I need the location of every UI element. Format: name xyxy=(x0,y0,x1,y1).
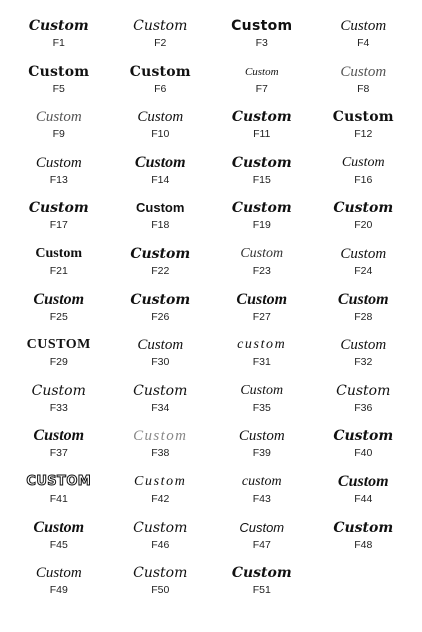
font-sample-f25 xyxy=(8,288,110,334)
font-sample-text: custom xyxy=(241,473,282,489)
font-sample-f19 xyxy=(211,196,313,242)
font-sample-text: Custom xyxy=(337,290,389,308)
font-code-label: F11 xyxy=(253,128,271,141)
font-sample-text: Custom xyxy=(340,63,387,80)
font-sample-f27 xyxy=(211,288,313,334)
font-sample-f32 xyxy=(313,333,415,379)
font-code-label: F38 xyxy=(151,447,170,460)
font-sample-f26 xyxy=(110,288,212,334)
font-sample-f29 xyxy=(8,333,110,379)
font-code-label: F42 xyxy=(151,492,170,505)
font-sample-text: CUSTOM xyxy=(26,473,92,489)
font-sample-text: Custom xyxy=(340,245,387,262)
font-sample-text: Custom xyxy=(137,337,184,354)
font-code-label: F39 xyxy=(252,447,271,460)
font-code-label: F51 xyxy=(252,584,271,597)
font-sample-f20 xyxy=(313,196,415,242)
font-code-label: F26 xyxy=(151,310,170,323)
font-code-label: F12 xyxy=(354,128,373,141)
font-sample-f31 xyxy=(211,333,313,379)
font-sample-text: Custom xyxy=(35,245,83,261)
font-sample-f13 xyxy=(8,151,110,197)
font-code-label: F19 xyxy=(252,219,271,232)
font-sample-f50 xyxy=(110,561,212,607)
font-sample-text: Custom xyxy=(33,518,85,536)
font-sample-f16 xyxy=(313,151,415,197)
font-sample-text: custom xyxy=(237,337,287,353)
font-sample-f42 xyxy=(110,470,212,516)
font-sample-f44 xyxy=(313,470,415,516)
font-sample-f49 xyxy=(8,561,110,607)
font-code-label: F7 xyxy=(255,82,268,95)
font-sample-text: Custom xyxy=(130,245,191,262)
font-sample-text: Custom xyxy=(133,428,188,445)
font-code-label: F22 xyxy=(151,264,170,277)
font-sample-f38 xyxy=(110,424,212,470)
font-sample-text: Custom xyxy=(333,519,394,536)
font-code-label: F50 xyxy=(151,584,170,597)
font-sample-text: Custom xyxy=(231,200,292,217)
font-code-label: F3 xyxy=(255,37,268,49)
font-code-label: F24 xyxy=(354,264,373,277)
font-code-label: F40 xyxy=(354,447,373,460)
font-code-label: F34 xyxy=(151,401,170,414)
font-sample-f35 xyxy=(211,379,313,425)
font-sample-text: Custom xyxy=(244,65,279,78)
font-code-label: F23 xyxy=(252,264,271,277)
font-sample-f14 xyxy=(110,151,212,197)
font-sample-text: Custom xyxy=(35,565,82,582)
font-code-label: F48 xyxy=(354,538,373,551)
font-sample-text: Custom xyxy=(129,63,191,80)
font-sample-text: Custom xyxy=(133,565,188,582)
font-sample-grid xyxy=(8,14,414,607)
font-code-label: F15 xyxy=(252,173,271,186)
font-sample-text: Custom xyxy=(134,473,187,489)
font-sample-text: CUSTOM xyxy=(26,337,91,353)
font-sample-text: Custom xyxy=(336,382,391,399)
font-code-label: F35 xyxy=(252,401,271,414)
font-sample-text: Custom xyxy=(239,519,285,535)
font-code-label: F25 xyxy=(49,310,68,323)
font-code-label: F46 xyxy=(151,538,170,551)
font-code-label: F44 xyxy=(354,492,373,505)
font-sample-f37 xyxy=(8,424,110,470)
font-sample-f23 xyxy=(211,242,313,288)
font-code-label: F2 xyxy=(154,37,167,49)
font-sample-text: Custom xyxy=(33,427,85,445)
font-sample-f34 xyxy=(110,379,212,425)
font-sample-text: Custom xyxy=(35,154,82,171)
font-sample-f36 xyxy=(313,379,415,425)
font-sample-f12 xyxy=(313,105,415,151)
font-sample-text: Custom xyxy=(340,18,387,34)
font-sample-f9 xyxy=(8,105,110,151)
font-sample-f4 xyxy=(313,14,415,60)
font-sample-text: Custom xyxy=(28,18,89,34)
font-sample-text: Custom xyxy=(33,290,85,308)
font-code-label: F6 xyxy=(154,82,167,95)
font-sample-text: Custom xyxy=(341,154,385,170)
font-sample-text: Custom xyxy=(35,109,82,126)
font-sample-text: Custom xyxy=(231,109,292,126)
font-sample-text: Custom xyxy=(333,428,394,445)
font-sample-text: Custom xyxy=(332,109,394,126)
font-sample-f33 xyxy=(8,379,110,425)
font-code-label: F14 xyxy=(151,173,170,186)
font-sample-text: Custom xyxy=(130,291,191,308)
font-sample-text: Custom xyxy=(231,565,292,582)
font-sample-text: Custom xyxy=(240,245,284,261)
font-code-label: F21 xyxy=(49,264,68,277)
font-sample-f1 xyxy=(8,14,110,60)
font-code-label: F4 xyxy=(357,37,370,49)
font-sample-f24 xyxy=(313,242,415,288)
font-code-label: F17 xyxy=(49,219,68,232)
font-sample-f48 xyxy=(313,516,415,562)
font-sample-f6 xyxy=(110,60,212,106)
font-sample-f7 xyxy=(211,60,313,106)
font-sample-f22 xyxy=(110,242,212,288)
font-sample-f5 xyxy=(8,60,110,106)
font-code-label: F28 xyxy=(354,310,373,323)
font-sample-text: Custom xyxy=(137,109,184,126)
font-sample-f41 xyxy=(8,470,110,516)
font-sample-f51 xyxy=(211,561,313,607)
font-sample-text: Custom xyxy=(231,18,293,34)
font-sample-text: Custom xyxy=(337,472,389,490)
font-sample-text: Custom xyxy=(333,200,394,217)
font-sample-text: Custom xyxy=(133,382,188,399)
font-code-label: F37 xyxy=(49,447,68,460)
font-sample-f11 xyxy=(211,105,313,151)
font-code-label: F16 xyxy=(354,173,373,186)
font-code-label: F29 xyxy=(49,356,68,369)
font-code-label: F47 xyxy=(252,538,271,551)
font-sample-f17 xyxy=(8,196,110,242)
font-sample-f28 xyxy=(313,288,415,334)
font-sample-f43 xyxy=(211,470,313,516)
font-code-label: F43 xyxy=(252,492,271,505)
font-sample-f39 xyxy=(211,424,313,470)
font-sample-text: Custom xyxy=(28,200,89,217)
font-sample-f21 xyxy=(8,242,110,288)
font-code-label: F5 xyxy=(52,82,65,95)
font-sample-f3 xyxy=(211,14,313,60)
font-sample-text: Custom xyxy=(133,519,188,536)
font-code-label: F18 xyxy=(151,219,170,232)
font-sample-f30 xyxy=(110,333,212,379)
font-sample-f2 xyxy=(110,14,212,60)
font-code-label: F30 xyxy=(151,356,170,369)
font-sample-f47 xyxy=(211,516,313,562)
font-code-label: F36 xyxy=(354,401,373,414)
font-code-label: F20 xyxy=(354,219,373,232)
font-sample-text: Custom xyxy=(134,153,186,171)
font-code-label: F1 xyxy=(52,37,65,49)
font-code-label: F45 xyxy=(49,538,68,551)
font-sample-text: Custom xyxy=(31,382,86,399)
font-sample-text: Custom xyxy=(238,428,285,445)
font-code-label: F27 xyxy=(252,310,271,323)
font-code-label: F8 xyxy=(357,82,370,95)
font-code-label: F31 xyxy=(252,356,271,369)
font-code-label: F33 xyxy=(49,401,68,414)
font-code-label: F9 xyxy=(52,128,65,141)
font-sample-f15 xyxy=(211,151,313,197)
font-sample-text: Custom xyxy=(136,200,185,216)
font-code-label: F41 xyxy=(49,492,68,505)
font-sample-text: Custom xyxy=(240,382,284,398)
font-sample-f18 xyxy=(110,196,212,242)
font-sample-f10 xyxy=(110,105,212,151)
font-sample-f46 xyxy=(110,516,212,562)
font-sample-text: Custom xyxy=(133,18,188,34)
font-code-label: F49 xyxy=(49,584,68,597)
font-sample-text: Custom xyxy=(231,154,292,171)
font-sample-text: Custom xyxy=(340,337,387,354)
font-code-label: F13 xyxy=(49,173,68,186)
font-sample-text: Custom xyxy=(236,290,288,308)
font-code-label: F10 xyxy=(151,128,170,141)
font-sample-f40 xyxy=(313,424,415,470)
font-sample-text: Custom xyxy=(28,63,90,80)
font-code-label: F32 xyxy=(354,356,373,369)
font-sample-f8 xyxy=(313,60,415,106)
font-sample-f45 xyxy=(8,516,110,562)
